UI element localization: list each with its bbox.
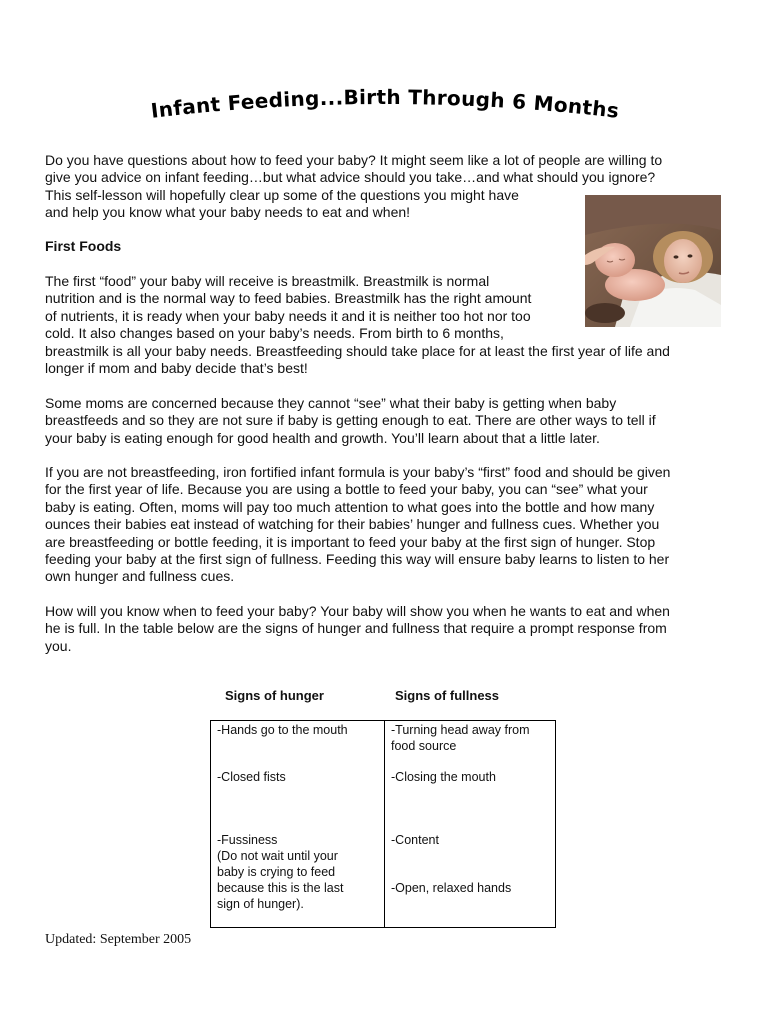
concern-paragraph xyxy=(45,395,725,447)
fullness-cell-4: -Open, relaxed hands xyxy=(391,881,512,895)
text-line: ounces their babies eat instead of watching for their babies’ hunger and fullness cues. Whether you xyxy=(45,516,660,533)
hunger-cell-2: -Closed fists xyxy=(217,770,286,784)
formula-paragraph xyxy=(45,464,725,586)
text-line: he is full. In the table below are the signs of hunger and fullness that require a prompt response from xyxy=(45,620,667,637)
cell-line: food source xyxy=(391,739,457,753)
text-line: If you are not breastfeeding, iron fortified infant formula is your baby’s “first” food and should be given xyxy=(45,464,671,480)
cell-line: -Fussiness xyxy=(217,833,278,847)
title-text: Infant Feeding...Birth Through 6 Months xyxy=(149,86,621,123)
text-line: The first “food” your baby will receive is breastmilk. Breastmilk is normal xyxy=(45,273,490,289)
text-line: This self-lesson will hopefully clear up some of the questions you might have xyxy=(45,186,519,203)
page-title xyxy=(130,86,640,126)
text-line: breastfeeds and so they are not sure if baby is getting enough to eat. There are other ways to tell if xyxy=(45,412,656,429)
when-to-feed-paragraph xyxy=(45,603,725,655)
text-line: and help you know what your baby needs to eat and when! xyxy=(45,204,411,221)
updated-date: Updated: September 2005 xyxy=(45,932,192,947)
fullness-cell-3: -Content xyxy=(391,833,439,847)
cell-line: -Turning head away from xyxy=(391,723,530,737)
signs-table xyxy=(210,720,556,928)
text-line: you. xyxy=(45,637,72,654)
cell-line: (Do not wait until your xyxy=(217,849,338,863)
text-line: cold. It also changes based on your baby’s needs. From birth to 6 months, xyxy=(45,325,504,342)
text-line: your baby is eating enough for good health and growth. You’ll learn about that a little later. xyxy=(45,429,600,446)
hunger-cell-3 xyxy=(217,832,343,912)
text-line: give you advice on infant feeding…but what advice should you take…and what should you ignore? xyxy=(45,169,656,186)
text-line: of nutrients, it is ready when your baby needs it and it is neither too hot nor too xyxy=(45,307,531,324)
text-line: Do you have questions about how to feed your baby? It might seem like a lot of people are willing to xyxy=(45,152,663,168)
text-line: longer if mom and baby decide that’s best! xyxy=(45,360,308,377)
text-line: are breastfeeding or bottle feeding, it is important to feed your baby at the first sign of hunger. Stop xyxy=(45,533,656,550)
text-line: own hunger and fullness cues. xyxy=(45,568,235,585)
first-foods-paragraph xyxy=(45,273,725,377)
hunger-cell-1: -Hands go to the mouth xyxy=(217,723,348,737)
fullness-cell-1 xyxy=(391,722,530,754)
hunger-column-header: Signs of hunger xyxy=(225,688,324,703)
svg-text:Infant Feeding...Birth Through xyxy=(150,86,621,123)
first-foods-heading: First Foods xyxy=(45,238,122,254)
table-divider xyxy=(384,721,385,927)
text-line: baby is eating. Often, moms will pay too much attention to what goes into the bottle and how many xyxy=(45,498,655,515)
text-line: Some moms are concerned because they cannot “see” what their baby is getting when baby xyxy=(45,395,617,411)
cell-line: sign of hunger). xyxy=(217,897,304,911)
text-line: breastmilk is all your baby needs. Breastfeeding should take place for at least the first year of life and xyxy=(45,342,670,359)
text-line: for the first year of life. Because you are using a bottle to feed your baby, you can “see” what your xyxy=(45,481,648,498)
fullness-cell-2: -Closing the mouth xyxy=(391,770,496,784)
cell-line: baby is crying to feed xyxy=(217,865,336,879)
fullness-column-header: Signs of fullness xyxy=(395,688,500,703)
text-line: feeding your baby at the first sign of fullness. Feeding this way will ensure baby learns to listen to her xyxy=(45,551,670,568)
cell-line: because this is the last xyxy=(217,881,344,895)
text-line: nutrition and is the normal way to feed babies. Breastmilk has the right amount xyxy=(45,290,532,307)
text-line: How will you know when to feed your baby? Your baby will show you when he wants to eat and when xyxy=(45,603,670,619)
